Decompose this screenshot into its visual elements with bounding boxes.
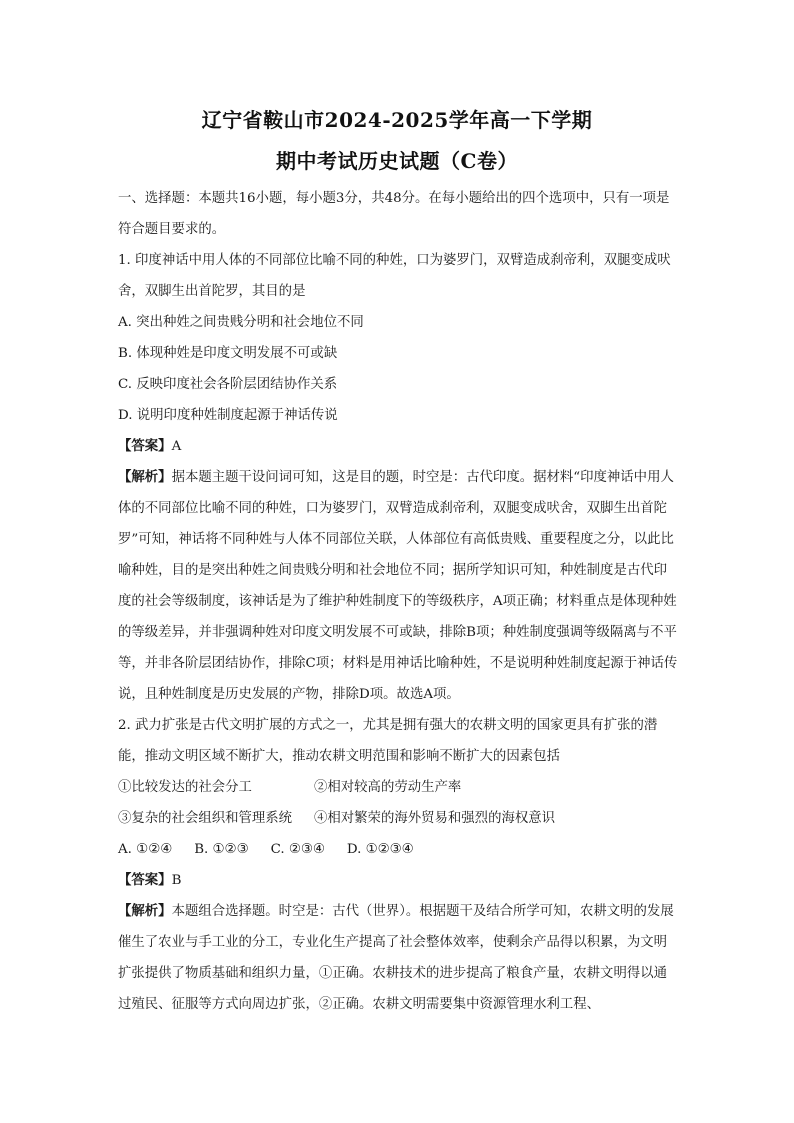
page-title: 辽宁省鞍山市2024-2025学年高一下学期 bbox=[201, 108, 593, 132]
section-instructions: 一、选择题：本题共16小题，每小题3分，共48分。在每小题给出的四个选项中，只有一项是符合题目要求的。 bbox=[118, 191, 670, 237]
answer-tag: 【答案】 bbox=[118, 872, 172, 888]
question-1-option-b: B. 体现种姓是印度文明发展不可或缺 bbox=[118, 346, 338, 361]
question-2-items-row-1 bbox=[118, 772, 680, 803]
question-2-choices bbox=[118, 834, 680, 865]
question-2-items-row-2 bbox=[118, 803, 680, 834]
question-2-item-4: ④相对繁荣的海外贸易和强烈的海权意识 bbox=[314, 811, 556, 826]
question-2-choice-d: D. ①②③④ bbox=[346, 842, 414, 857]
question-1-stem: 1. 印度神话中用人体的不同部位比喻不同的种姓，口为婆罗门，双臂造成刹帝利，双腿变成吠舍，双脚生出首陀罗，其目的是 bbox=[118, 253, 671, 299]
question-2-choice-b: B. ①②③ bbox=[194, 842, 249, 857]
question-2-item-3: ③复杂的社会组织和管理系统 bbox=[118, 811, 293, 826]
page-subtitle: 期中考试历史试题（C卷） bbox=[276, 149, 518, 173]
question-1-answer bbox=[118, 431, 680, 462]
analysis-text: 据本题主题干设问词可知，这是目的题，时空是：古代印度。据材料“印度神话中用人体的不同部位比喻不同的种姓，口为婆罗门，双臂造成刹帝利，双腿变成吠舍，双脚生出首陀罗”可知，神话将不同种姓与人体不同部位关联，人体部位有高低贵贱、重要程度之分，以此比喻种姓，目的是突出种姓之间贵贱分明和社会地位不同；据所学知识可知，种姓制度是古代印度的社会等级制度，该神话是为了维护种姓制度下的等级秩序，A项正确；材料重点是体现种姓的等级差异，并非强调种姓对印度文明发展不可或缺，排除B项；种姓制度强调等级隔离与不平等，并非各阶层团结协作，排除C项；材料是用神话比喻种姓，不是说明种姓制度起源于神话传说，且种姓制度是历史发展的产物，排除D项。故选A项。 bbox=[118, 470, 678, 702]
question-1-option-a: A. 突出种姓之间贵贱分明和社会地位不同 bbox=[118, 315, 364, 330]
answer-tag: 【答案】 bbox=[118, 438, 172, 454]
question-1-option-c: C. 反映印度社会各阶层团结协作关系 bbox=[118, 377, 338, 392]
document-body bbox=[118, 183, 680, 1020]
answer-value: A bbox=[171, 439, 182, 454]
question-2-analysis bbox=[118, 896, 680, 1020]
question-2-choice-c: C. ②③④ bbox=[270, 842, 325, 857]
question-2-item-2: ②相对较高的劳动生产率 bbox=[314, 780, 462, 795]
question-2-choice-a: A. ①②④ bbox=[118, 842, 173, 857]
question-2-item-1: ①比较发达的社会分工 bbox=[118, 780, 252, 795]
question-2-stem: 2. 武力扩张是古代文明扩展的方式之一，尤其是拥有强大的农耕文明的国家更具有扩张的潜能，推动文明区域不断扩大，推动农耕文明范围和影响不断扩大的因素包括 bbox=[118, 718, 658, 764]
analysis-tag: 【解析】 bbox=[118, 903, 172, 919]
answer-value: B bbox=[171, 873, 182, 888]
question-1-option-d: D. 说明印度种姓制度起源于神话传说 bbox=[118, 408, 338, 423]
analysis-tag: 【解析】 bbox=[118, 469, 172, 485]
analysis-text: 本题组合选择题。时空是：古代（世界）。根据题干及结合所学可知，农耕文明的发展催生了农业与手工业的分工，专业化生产提高了社会整体效率，使剩余产品得以积累，为文明扩张提供了物质基础和组织力量，①正确。农耕技术的进步提高了粮食产量，农耕文明得以通过殖民、征服等方式向周边扩张，②正确。农耕文明需要集中资源管理水利工程、 bbox=[118, 904, 674, 1012]
question-2-answer bbox=[118, 865, 680, 896]
question-1-analysis bbox=[118, 462, 680, 710]
